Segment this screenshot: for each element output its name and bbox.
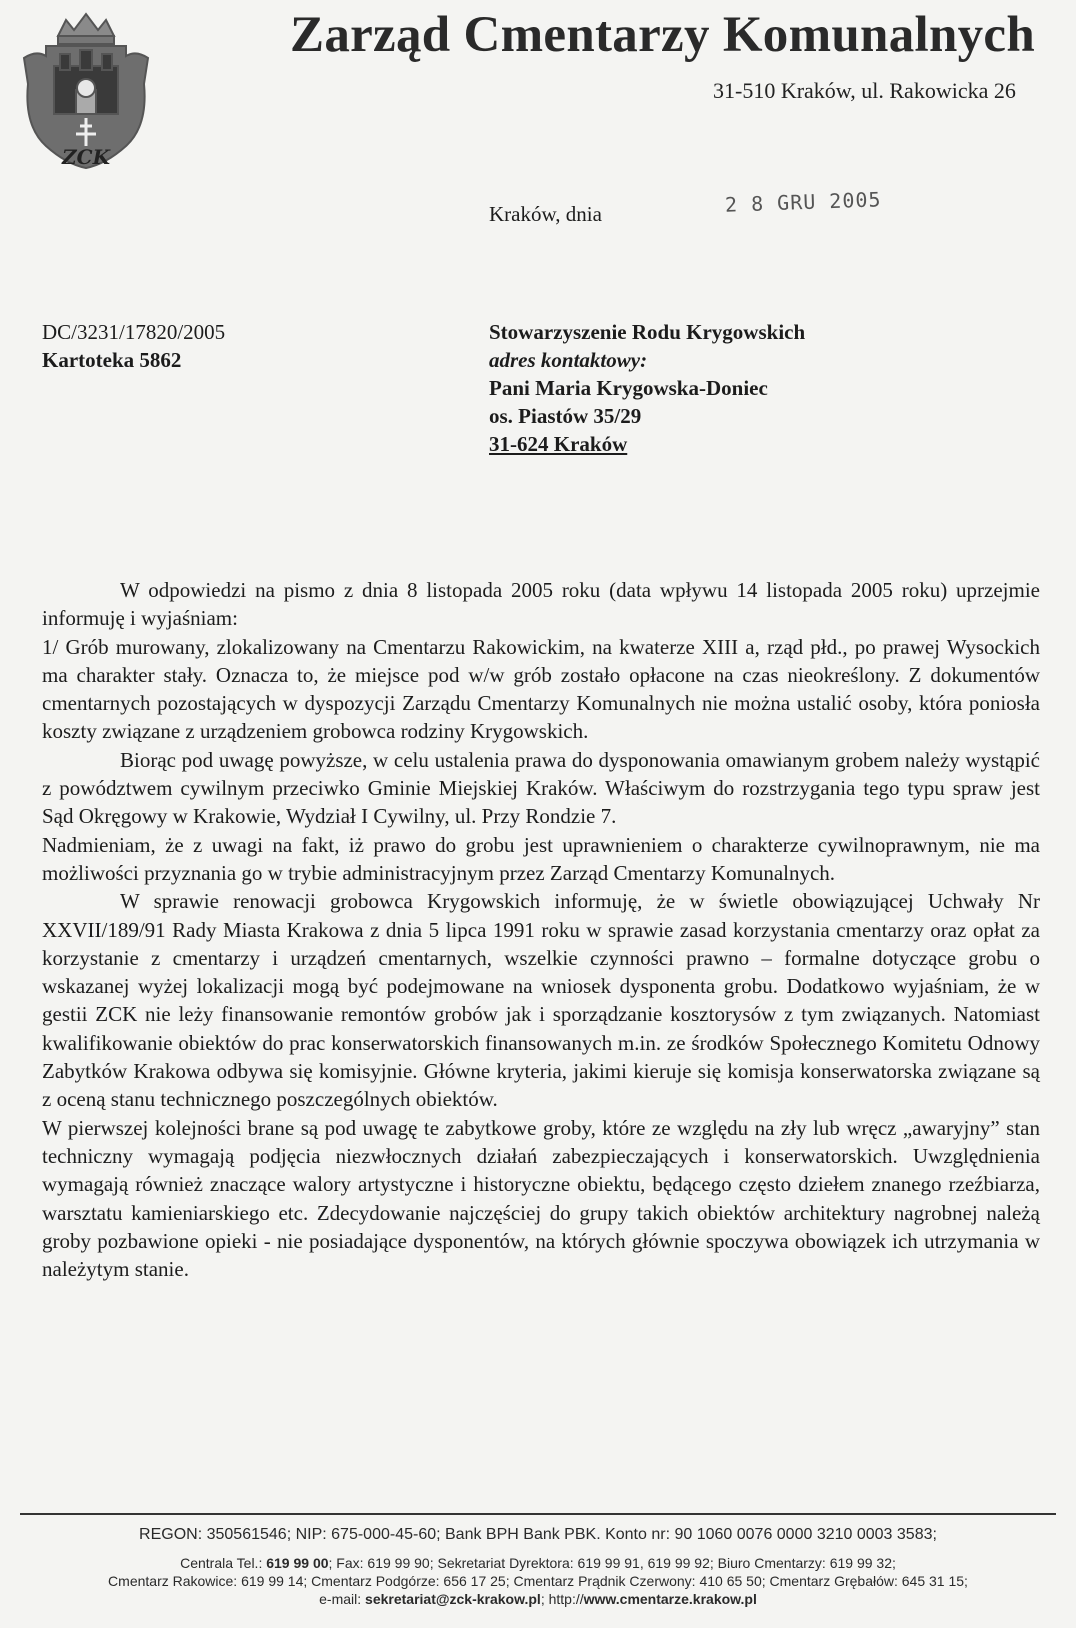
footer-contact-line	[0, 1590, 1076, 1608]
footer-divider	[20, 1513, 1056, 1515]
crest-letters: ZCK	[62, 145, 110, 169]
letter-body	[42, 576, 1040, 1283]
body-paragraph: Nadmieniam, że z uwagi na fakt, iż prawo do grobu jest uprawnieniem o charakterze cywilnoprawnym, nie ma możliwości przyznania go w trybie administracyjnym przez Zarząd Cmentarzy Komunalnych.	[42, 832, 1040, 885]
recipient-city: 31-624 Kraków	[489, 432, 628, 456]
footer-cemeteries-line: Cmentarz Rakowice: 619 99 14; Cmentarz Podgórze: 656 17 25; Cmentarz Prądnik Czerwony: 410 65 50; Cmentarz Grębałów: 645 31 15;	[108, 1573, 968, 1589]
footer-email-prefix: e-mail:	[319, 1591, 366, 1607]
body-paragraph: W sprawie renowacji grobowca Krygowskich informuję, że w świetle obowiązującej Uchwały Nr XXVII/189/91 Rady Miasta Krakowa z dnia 5 lipca 1991 roku w sprawie zasad korzystania cmentarzy oraz opłat za korzystanie z cmentarzy i urządzeń cmentarnych, wszelkie czynności prawno – formalne dotyczące grobu o wskazanej wyżej lokalizacji mogą być podejmowane na wniosek dysponenta grobu. Dodatkowo wyjaśniam, że w gestii ZCK nie leży finansowanie remontów grobów jak i sporządzanie kosztorysów z tym związanych. Natomiast kwalifikowanie obiektów do prac konserwatorskich finansowanych m.in. ze środków Społecznego Komitetu Odnowy Zabytków Krakowa odbywa się komisyjnie. Główne kryteria, jakimi kieruje się komisja konserwatorska związane są z oceną stanu technicznego poszczególnych obiektów.	[42, 889, 1040, 1112]
footer-url-prefix: ; http://	[540, 1591, 584, 1607]
body-paragraph: W pierwszej kolejności brane są pod uwagę te zabytkowe groby, które ze względu na zły lub wręcz „awaryjny” stan techniczny wymagają podjęcia niezwłocznych działań zabezpieczających i konserwatorskich. Uwzględnienia wymagają również znaczące walory artystyczne i historyczne obiektu, będącego często dziełem znanego rzeźbiarza, warsztatu kamieniarskiego etc. Zdecydowanie najczęściej do grupy takich obiektów architektury nagrobnej należą groby pozbawione opieki - nie posiadające dysponentów, na których głównie spoczywa obowiązek ich utrzymania w należytym stanie.	[42, 1115, 1040, 1282]
body-paragraph: Biorąc pod uwagę powyższe, w celu ustalenia prawa do dysponowania omawianym grobem należy wystąpić z powództwem cywilnym przeciwko Gminie Miejskiej Kraków. Właściwym do rozstrzygania tego typu spraw jest Sąd Okręgowy w Krakowie, Wydział I Cywilny, ul. Przy Rondzie 7.	[42, 747, 1040, 829]
reference-block	[42, 318, 225, 374]
footer-registration-line: REGON: 350561546; NIP: 675-000-45-60; Bank BPH Bank PBK. Konto nr: 90 1060 0076 0000 3210 0003 3583;	[139, 1526, 937, 1543]
footer-website-link[interactable]: www.cmentarze.krakow.pl	[583, 1591, 757, 1607]
footer-phone-rest: ; Fax: 619 99 90; Sekretariat Dyrektora: 619 99 91, 619 99 92; Biuro Cmentarzy: 619 99 32;	[328, 1555, 896, 1571]
received-date-stamp: 2 8 GRU 2005	[724, 187, 882, 217]
recipient-address-block	[489, 318, 805, 458]
footer-main-phone: 619 99 00	[266, 1555, 329, 1571]
city-crest-logo	[16, 6, 156, 176]
body-paragraph: W odpowiedzi na pismo z dnia 8 listopada 2005 roku (data wpływu 14 listopada 2005 roku) uprzejmie informuję i wyjaśniam:	[42, 578, 1040, 631]
footer	[0, 1524, 1076, 1608]
contact-address-label: adres kontaktowy:	[489, 348, 648, 372]
footer-phone-prefix: Centrala Tel.:	[180, 1555, 267, 1571]
org-name: Zarząd Cmentarzy Komunalnych	[290, 7, 1036, 63]
place-and-date-label: Kraków, dnia	[489, 202, 602, 226]
file-card-number: Kartoteka 5862	[42, 348, 182, 372]
footer-phone-line	[0, 1554, 1076, 1572]
footer-email-link[interactable]: sekretariat@zck-krakow.pl	[365, 1591, 541, 1607]
case-number: DC/3231/17820/2005	[42, 320, 226, 344]
body-paragraph: 1/ Grób murowany, zlokalizowany na Cmentarzu Rakowickim, na kwaterze XIII a, rząd płd., po prawej Wysockich ma charakter stały. Oznacza to, że miejsce pod w/w grób zostało opłacone na czas nieokreślony. Z dokumentów cmentarnych pozostających w dyspozycji Zarządu Cmentarzy Komunalnych nie można ustalić osoby, która poniosła koszty związane z urządzeniem grobowca rodziny Krygowskich.	[42, 634, 1040, 744]
org-address: 31-510 Kraków, ul. Rakowicka 26	[713, 78, 1016, 103]
recipient-street: os. Piastów 35/29	[489, 404, 642, 428]
recipient-name: Stowarzyszenie Rodu Krygowskich	[489, 320, 806, 344]
recipient-person: Pani Maria Krygowska-Doniec	[489, 376, 768, 400]
